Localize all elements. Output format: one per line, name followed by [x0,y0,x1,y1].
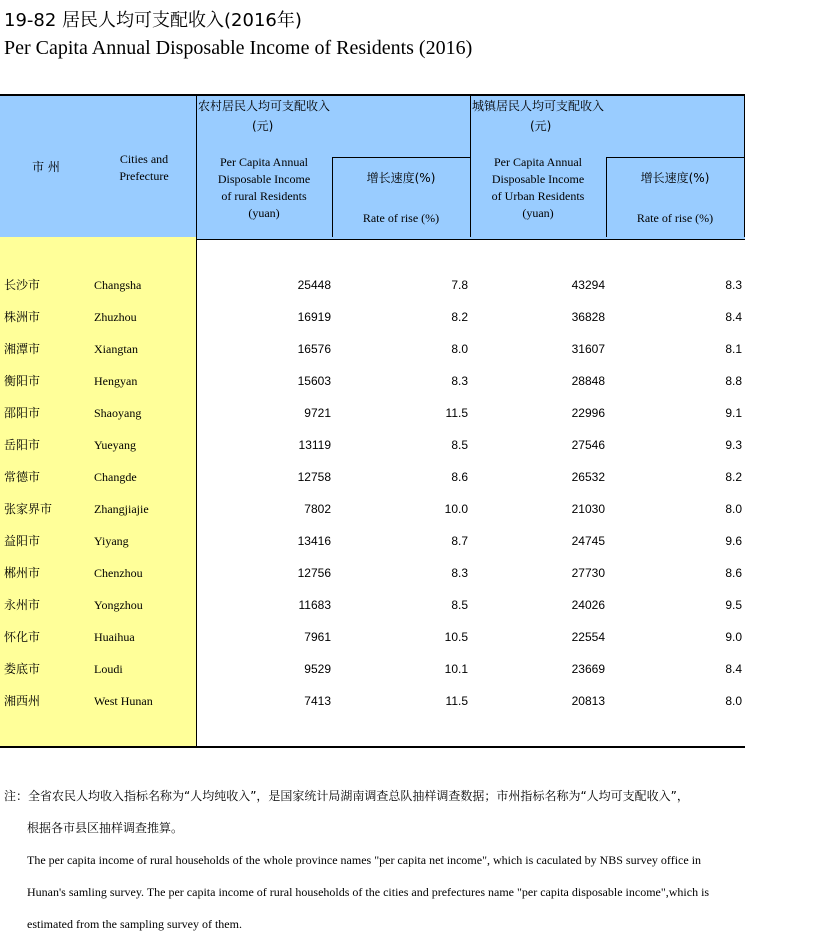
cell-urban-rise: 9.0 [725,630,742,644]
note-cn-2: 根据各市县区抽样调查推算。 [27,821,184,835]
cell-cn: 怀化市 [4,630,41,644]
note-en-2: Hunan's samling survey. The per capita income of rural households of the cities and prefectures name "per capita disposable income",which is [27,885,710,899]
cell-urban: 24026 [571,598,605,612]
cell-en: West Hunan [94,694,153,708]
cell-cn: 张家界市 [4,502,53,516]
cell-urban-rise: 9.1 [725,406,742,420]
cell-urban-rise: 8.8 [725,374,742,388]
cell-urban-rise: 8.6 [725,566,742,580]
cell-rural-rise: 11.5 [445,406,468,420]
table-row [0,653,745,685]
table-row [0,621,745,653]
cell-cn: 邵阳市 [4,406,41,420]
cell-en: Changde [94,470,137,484]
header-urban-en-4: (yuan) [522,206,554,220]
cell-cn: 湘潭市 [4,342,41,356]
cell-rural: 7802 [304,502,331,516]
table-row [0,429,745,461]
page-title-en: Per Capita Annual Disposable Income of Residents (2016) [4,37,473,59]
cell-rural: 12758 [297,470,331,484]
header-urban-en-2: Disposable Income [491,172,585,186]
header-urban-rise-en: Rate of rise (%) [636,211,714,225]
cell-cn: 长沙市 [4,278,41,292]
cell-rural-rise: 8.3 [451,374,468,388]
cell-rural: 16576 [297,342,331,356]
header-rural-rise-en: Rate of rise (%) [362,211,440,225]
cell-rural: 25448 [297,278,331,292]
cell-urban: 36828 [571,310,605,324]
cell-en: Chenzhou [94,566,143,580]
header-urban-en-3: of Urban Residents [491,189,585,203]
cell-urban: 28848 [571,374,605,388]
table-row [0,301,745,333]
cell-urban-rise: 8.0 [725,502,742,516]
note-cn-1: 注：全省农民人均收入指标名称为“人均纯收入”，是国家统计局湖南调查总队抽样调查数据；市州指标名称为“人均可支配收入”， [4,789,689,803]
cell-rural: 9529 [304,662,331,676]
table-header [0,94,745,240]
page-title-cn: 19-82 居民人均可支配收入(2016年) [4,10,302,31]
header-rural-en-3: of rural Residents [221,189,307,203]
cell-urban-rise: 8.1 [725,342,742,356]
cell-rural-rise: 8.5 [451,438,468,452]
cell-rural-rise: 10.1 [444,662,468,676]
cell-rural-rise: 8.6 [451,470,468,484]
cell-en: Yueyang [94,438,136,452]
table-row [0,525,745,557]
cell-urban: 20813 [571,694,605,708]
income-table [0,94,745,747]
cell-urban-rise: 8.4 [725,310,742,324]
cell-urban: 43294 [571,278,605,292]
cell-urban: 31607 [571,342,605,356]
cell-en: Hengyan [94,374,138,388]
cell-rural-rise: 10.0 [444,502,468,516]
header-rural-unit: (元) [252,119,274,133]
table-row [0,589,745,621]
cell-cn: 岳阳市 [4,438,41,452]
header-rural-cn: 农村居民人均可支配收入 [198,99,331,113]
header-rural-en-4: (yuan) [248,206,280,220]
table-row [0,685,745,717]
cell-urban: 24745 [571,534,605,548]
cell-rural: 7413 [304,694,331,708]
cell-cn: 衡阳市 [4,374,41,388]
cell-cn: 常德市 [4,470,41,484]
cell-rural-rise: 8.5 [451,598,468,612]
table-row [0,461,745,493]
header-rural-en-1: Per Capita Annual [220,155,308,169]
table-row [0,333,745,365]
cell-rural: 12756 [297,566,331,580]
cell-en: Yongzhou [94,598,143,612]
cell-cn: 株洲市 [4,310,41,324]
cell-rural-rise: 8.2 [451,310,468,324]
cell-en: Xiangtan [94,342,138,356]
note-en-3: estimated from the sampling survey of them. [27,917,242,931]
cell-rural: 13416 [297,534,331,548]
cell-rural-rise: 8.3 [451,566,468,580]
header-city-en-2: Prefecture [119,169,169,183]
cell-urban-rise: 9.3 [725,438,742,452]
table-row [0,557,745,589]
cell-urban: 21030 [571,502,605,516]
cell-urban-rise: 8.3 [725,278,742,292]
cell-rural-rise: 10.5 [444,630,468,644]
cell-cn: 郴州市 [4,566,41,580]
cell-rural: 7961 [304,630,331,644]
cell-urban-rise: 8.0 [725,694,742,708]
table-row [0,365,745,397]
cell-rural: 13119 [298,438,331,452]
header-urban-cn: 城镇居民人均可支配收入 [472,99,605,113]
cell-urban: 22996 [571,406,605,420]
header-urban-unit: (元) [530,119,552,133]
cell-rural: 11683 [298,598,331,612]
cell-en: Loudi [94,662,123,676]
cell-en: Huaihua [94,630,135,644]
cell-cn: 湘西州 [4,694,41,708]
cell-rural: 16919 [297,310,331,324]
cell-rural: 9721 [304,406,331,420]
cell-rural-rise: 8.0 [451,342,468,356]
cell-rural-rise: 11.5 [445,694,468,708]
table-bottom-rule [0,746,745,748]
cell-en: Zhangjiajie [94,502,149,516]
cell-urban: 26532 [571,470,605,484]
header-rural-rise-cn: 增长速度(%) [366,171,436,185]
note-en-1: The per capita income of rural households of the whole province names "per capita net income", which is caculated by NBS survey office in [27,853,702,867]
header-city-cn: 市 州 [32,160,60,174]
cell-urban-rise: 9.6 [725,534,742,548]
cell-urban-rise: 8.2 [725,470,742,484]
table-row [0,493,745,525]
table-row [0,397,745,429]
cell-cn: 娄底市 [4,662,41,676]
cell-en: Yiyang [94,534,129,548]
cell-urban-rise: 8.4 [725,662,742,676]
cell-urban: 27546 [571,438,605,452]
cell-rural: 15603 [297,374,331,388]
cell-rural-rise: 7.8 [451,278,468,292]
header-urban-rise-cn: 增长速度(%) [640,171,710,185]
header-city-en-1: Cities and [119,152,169,166]
table-row [0,269,745,301]
cell-en: Shaoyang [94,406,142,420]
cell-urban: 22554 [571,630,605,644]
header-rural-en-2: Disposable Income [217,172,311,186]
cell-urban: 27730 [571,566,605,580]
cell-urban-rise: 9.5 [725,598,742,612]
header-urban-en-1: Per Capita Annual [494,155,582,169]
cell-cn: 益阳市 [4,534,41,548]
cell-urban: 23669 [571,662,605,676]
cell-en: Zhuzhou [94,310,137,324]
cell-rural-rise: 8.7 [451,534,468,548]
cell-cn: 永州市 [4,598,41,612]
cell-en: Changsha [94,278,142,292]
